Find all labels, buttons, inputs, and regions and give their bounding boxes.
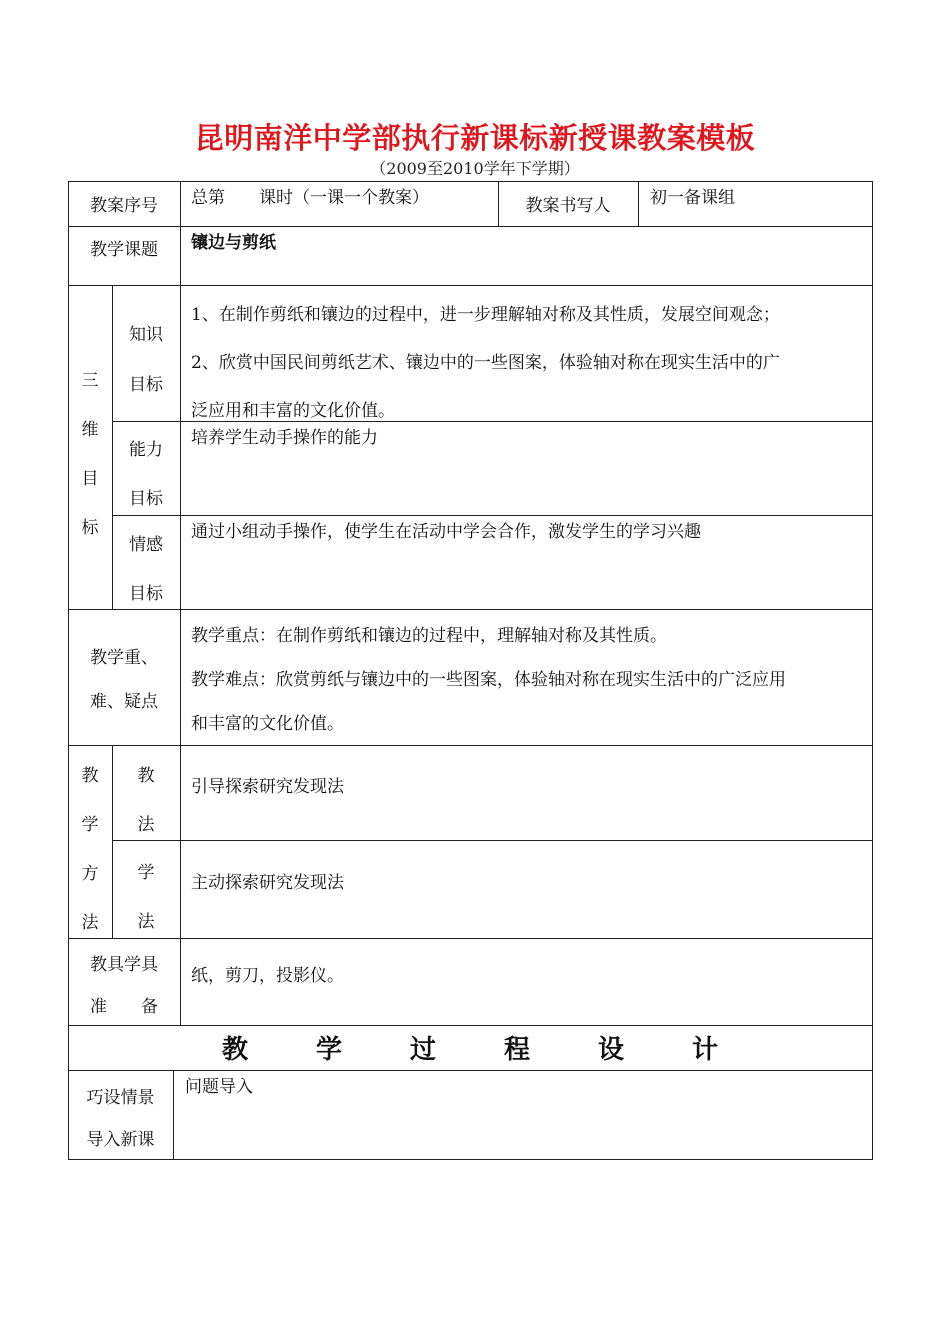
lesson-number-value: 总第 课时（一课一个教案）: [191, 188, 429, 208]
ability-objective-text: 培养学生动手操作的能力: [191, 428, 378, 448]
tools-label: 教具学具 准 备: [90, 955, 158, 1017]
learning-method-text: 主动探索研究发现法: [191, 873, 344, 893]
methods-label: 教 学 方 法: [81, 766, 99, 933]
objectives-label: 三 维 目 标: [81, 371, 99, 538]
emotion-objective-label: 情感 目标: [129, 535, 163, 604]
key-points-label: 教学重、 难、疑点: [90, 648, 158, 712]
teaching-method-text: 引导探索研究发现法: [191, 777, 344, 797]
knowledge-objective-text: 1、在制作剪纸和镶边的过程中，进一步理解轴对称及其性质，发展空间观念； 2、欣赏中国民间剪纸艺术、镶边中的一些图案，体验轴对称在现实生活中的广 泛应用和丰富的文化价值。: [191, 305, 780, 421]
writer-value: 初一备课组: [650, 188, 735, 208]
process-design-heading: 教 学 过 程 设 计: [221, 1034, 718, 1065]
tools-text: 纸，剪刀，投影仪。: [191, 966, 344, 986]
document-title: 昆明南洋中学部执行新课标新授课教案模板: [194, 121, 756, 155]
writer-label: 教案书写人: [525, 196, 611, 216]
knowledge-objective-label: 知识 目标: [129, 325, 163, 395]
intro-label: 巧设情景 导入新课: [86, 1088, 155, 1150]
lesson-number-label: 教案序号: [90, 196, 158, 216]
document-subtitle: （2009至2010学年下学期）: [370, 159, 580, 178]
learning-method-label: 学 法: [137, 863, 155, 932]
ability-objective-label: 能力 目标: [129, 440, 163, 509]
topic-value: 镶边与剪纸: [191, 233, 276, 253]
emotion-objective-text: 通过小组动手操作，使学生在活动中学会合作，激发学生的学习兴趣: [191, 522, 701, 542]
intro-text: 问题导入: [185, 1077, 253, 1097]
teaching-method-label: 教 法: [137, 766, 155, 835]
key-points-text: 教学重点：在制作剪纸和镶边的过程中，理解轴对称及其性质。 教学难点：欣赏剪纸与镶边中的一些图案，体验轴对称在现实生活中的广泛应用 和丰富的文化价值。: [191, 626, 786, 734]
topic-label: 教学课题: [90, 240, 158, 260]
